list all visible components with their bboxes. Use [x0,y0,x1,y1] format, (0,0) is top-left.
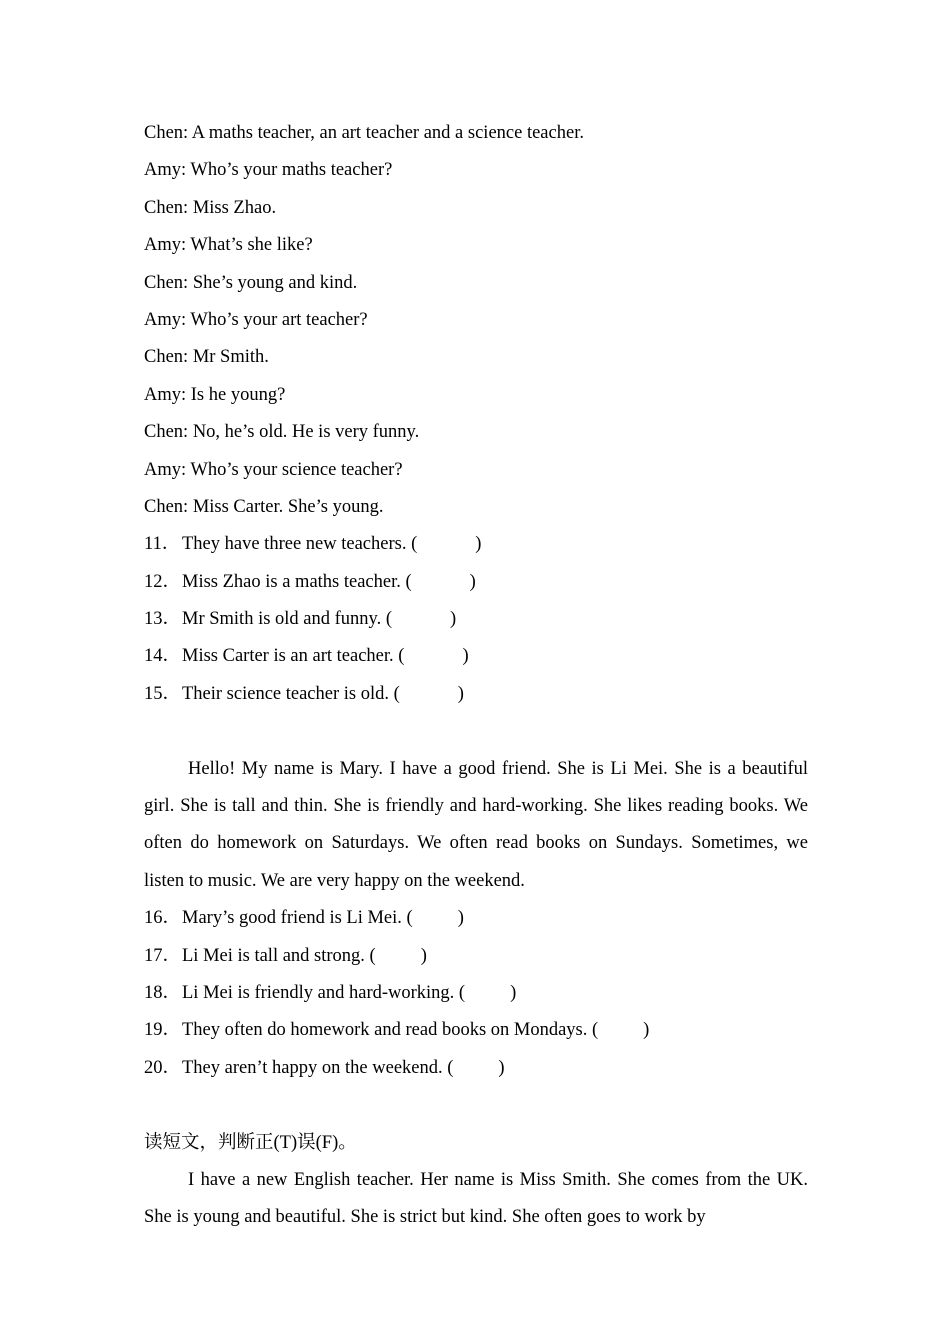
question-text: Mary’s good friend is Li Mei. ( [182,908,413,929]
question-number: 19． [144,1020,182,1041]
question-18 [144,975,808,1012]
dialogue-line: Amy: Who’s your science teacher? [144,459,403,480]
question-15 [144,676,808,713]
section-heading: 读短文，判断正(T)误(F)。 [144,1132,357,1153]
worksheet-content [144,115,808,1237]
question-11 [144,526,808,563]
dialogue-line: Chen: Miss Carter. She’s young. [144,496,384,517]
question-text: They often do homework and read books on Mondays. ( [182,1020,599,1041]
answer-blank[interactable] [404,638,462,675]
question-20 [144,1050,808,1087]
dialogue-line: Chen: She’s young and kind. [144,272,358,293]
question-text: Li Mei is friendly and hard-working. ( [182,983,466,1004]
answer-blank[interactable] [453,1050,498,1087]
question-number: 12． [144,571,182,592]
question-text: They have three new teachers. ( [182,534,418,555]
question-text: Miss Carter is an art teacher. ( [182,646,405,667]
question-number: 17． [144,945,182,966]
reading-passage: I have a new English teacher. Her name is Miss Smith. She comes from the UK. She is young and beautiful. She is strict but kind. She often goes to work by [144,1170,808,1228]
question-close: ) [457,908,464,929]
answer-blank[interactable] [376,938,421,975]
question-12 [144,564,808,601]
section-gap [144,713,808,750]
answer-blank[interactable] [465,975,510,1012]
question-number: 18． [144,983,182,1004]
dialogue-line: Amy: Who’s your art teacher? [144,309,368,330]
question-close: ) [420,945,427,966]
reading-passage: Hello! My name is Mary. I have a good friend. She is Li Mei. She is a beautiful girl. She is tall and thin. She is friendly and hard-working. She likes reading books. We often do homework on Saturdays. We often read books on Sundays. Sometimes, we listen to music. We are very happy on the weekend. [144,758,808,891]
dialogue-line: Chen: Miss Zhao. [144,197,277,218]
answer-blank[interactable] [598,1012,643,1049]
question-number: 11． [144,534,181,555]
dialogue-line: Amy: Is he young? [144,384,286,405]
question-number: 20． [144,1057,182,1078]
question-text: They aren’t happy on the weekend. ( [182,1057,454,1078]
question-number: 14． [144,646,182,667]
section-gap [144,1087,808,1124]
dialogue-line: Chen: A maths teacher, an art teacher and a science teacher. [144,123,584,143]
question-text: Li Mei is tall and strong. ( [182,945,376,966]
question-text: Mr Smith is old and funny. ( [182,609,393,630]
question-number: 16． [144,908,182,929]
question-close: ) [498,1057,505,1078]
question-close: ) [462,646,469,667]
question-close: ) [475,534,482,555]
question-close: ) [457,683,464,704]
answer-blank[interactable] [392,601,450,638]
answer-blank[interactable] [413,900,458,937]
question-19 [144,1012,808,1049]
dialogue-line: Amy: What’s she like? [144,235,313,256]
question-17 [144,938,808,975]
dialogue-line: Chen: No, he’s old. He is very funny. [144,422,420,443]
question-number: 15． [144,683,182,704]
answer-blank[interactable] [412,564,470,601]
question-13 [144,601,808,638]
dialogue-line: Amy: Who’s your maths teacher? [144,160,393,181]
question-14 [144,638,808,675]
question-close: ) [469,571,476,592]
question-close: ) [450,609,457,630]
answer-blank[interactable] [400,676,458,713]
dialogue-line: Chen: Mr Smith. [144,347,269,368]
question-text: Miss Zhao is a maths teacher. ( [182,571,412,592]
question-close: ) [510,983,517,1004]
question-16 [144,900,808,937]
answer-blank[interactable] [417,526,475,563]
question-text: Their science teacher is old. ( [182,683,400,704]
question-close: ) [643,1020,650,1041]
question-number: 13． [144,609,182,630]
